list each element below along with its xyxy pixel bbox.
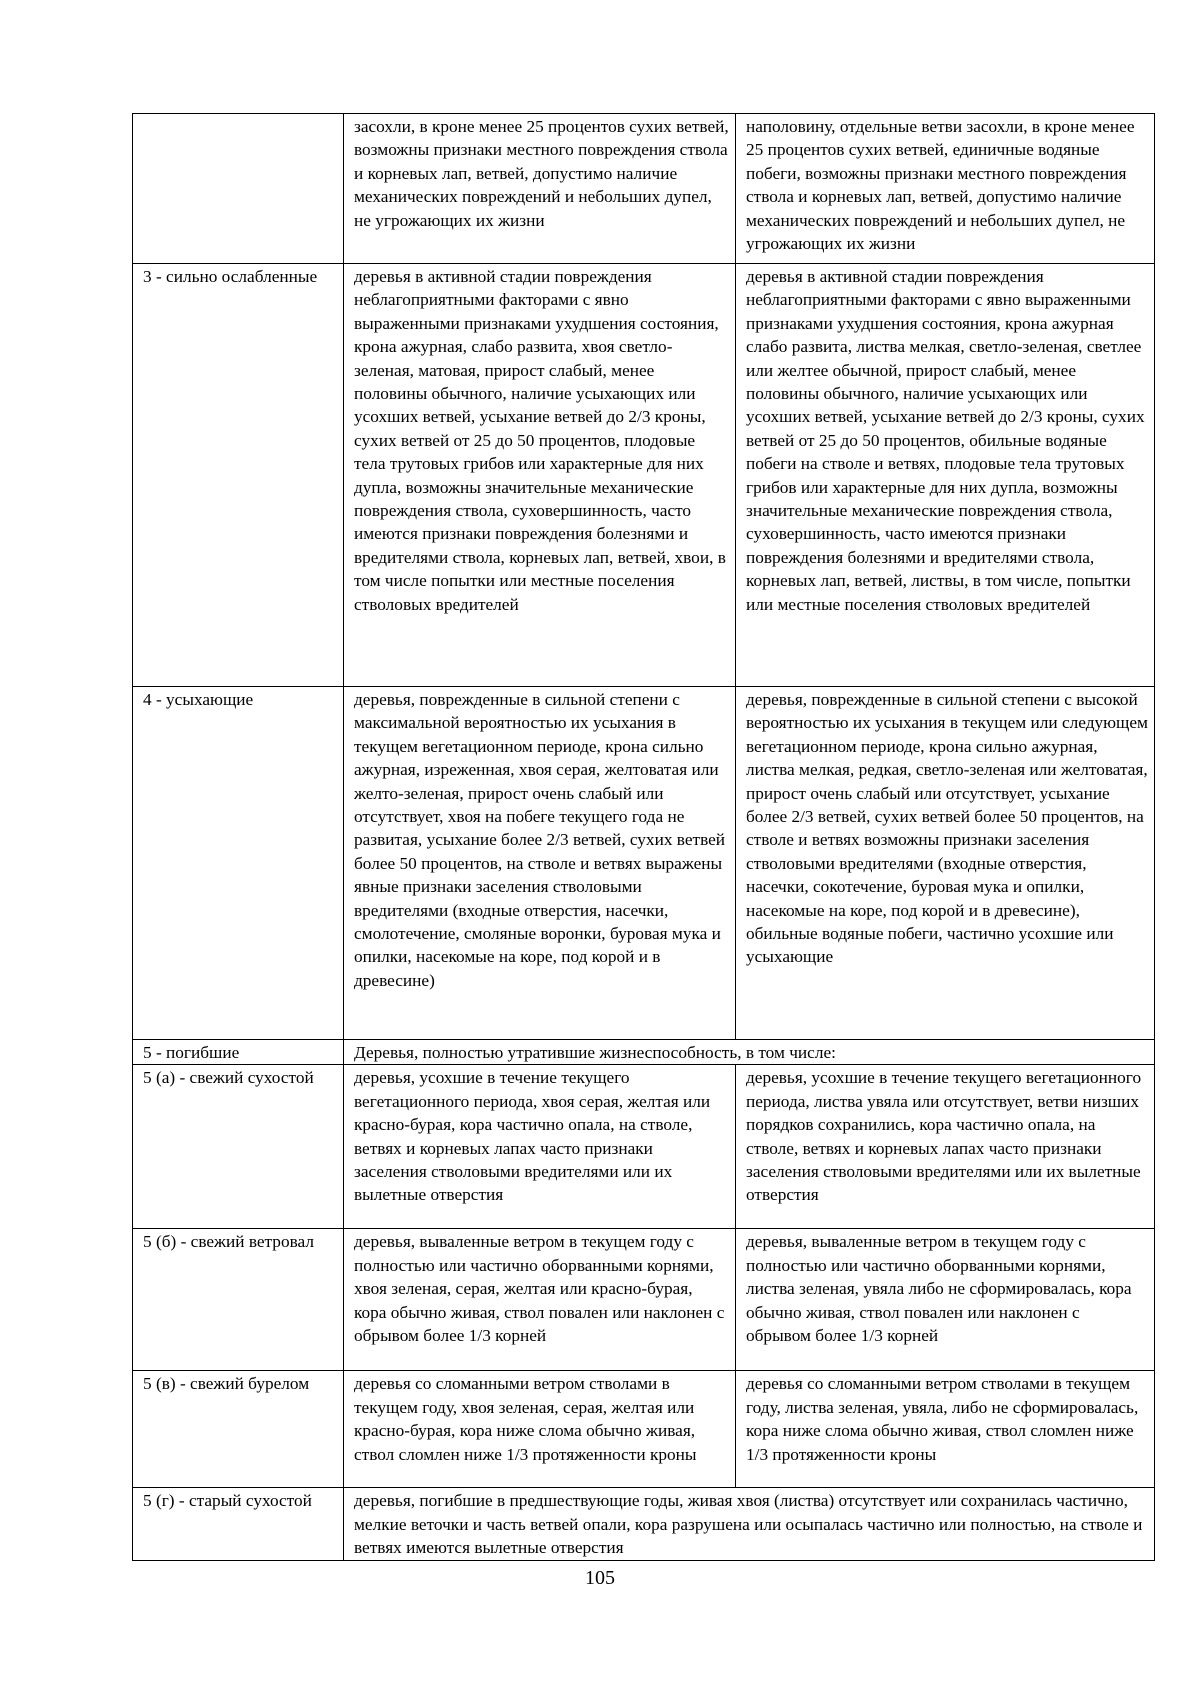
category-cell: 5 (б) - свежий ветровал — [133, 1229, 344, 1371]
merged-description-cell: Деревья, полностью утратившие жизнеспособность, в том числе: — [344, 1040, 1155, 1065]
merged-description-cell: деревья, погибшие в предшествующие годы, живая хвоя (листва) отсутствует или сохранилась частично, мелкие веточки и часть ветвей опали, кора разрушена или осыпалась частично или полностью, на стволе и ветвях имеются вылетные отверстия — [344, 1488, 1155, 1560]
deciduous-cell: деревья, поврежденные в сильной степени с высокой вероятностью их усыхания в текущем или следующем вегетационном периоде, крона сильно ажурная, листва мелкая, редкая, светло-зеленая или желтоватая, прирост очень слабый или отсутствует, усыхание более 2/3 ветвей, сухих ветвей более 50 процентов, на стволе и ветвях возможны признаки заселения стволовыми вредителями (входные отверстия, насечки, сокотечение, буровая мука и опилки, насекомые на коре, под корой и в древесине), обильные водяные побеги, частично усохшие или усыхающие — [736, 687, 1155, 1040]
coniferous-cell: засохли, в кроне менее 25 процентов сухих ветвей, возможны признаки местного повреждения ствола и корневых лап, ветвей, допустимо наличие механических повреждений и небольших дупел, не угрожающих их жизни — [344, 114, 736, 264]
table-row — [133, 687, 1155, 1040]
coniferous-cell: деревья в активной стадии повреждения неблагоприятными факторами с явно выраженными признаками ухудшения состояния, крона ажурная, слабо развита, хвоя светло-зеленая, матовая, прирост слабый, менее половины обычного, наличие усыхающих или усохших ветвей, усыхание ветвей до 2/3 кроны, сухих ветвей от 25 до 50 процентов, плодовые тела трутовых грибов или характерные для них дупла, возможны значительные механические повреждения ствола, суховершинность, часто имеются признаки повреждения болезнями и вредителями ствола, корневых лап, ветвей, хвои, в том числе попытки или местные поселения стволовых вредителей — [344, 264, 736, 687]
category-cell: 3 - сильно ослабленные — [133, 264, 344, 687]
category-cell: 4 - усыхающие — [133, 687, 344, 1040]
coniferous-cell: деревья, поврежденные в сильной степени с максимальной вероятностью их усыхания в текущем вегетационном периоде, крона сильно ажурная, изреженная, хвоя серая, желтоватая или желто-зеленая, прирост очень слабый или отсутствует, хвоя на побеге текущего года не развитая, усыхание более 2/3 ветвей, сухих ветвей более 50 процентов, на стволе и ветвях выражены явные признаки заселения стволовыми вредителями (входные отверстия, насечки, смолотечение, смоляные воронки, буровая мука и опилки, насекомые на коре, под корой и в древесине) — [344, 687, 736, 1040]
table-row — [133, 1229, 1155, 1371]
category-cell — [133, 114, 344, 264]
category-cell: 5 (г) - старый сухостой — [133, 1488, 344, 1560]
deciduous-cell: деревья, вываленные ветром в текущем году с полностью или частично оборванными корнями, листва зеленая, увяла либо не сформировалась, кора обычно живая, ствол повален или наклонен с обрывом более 1/3 корней — [736, 1229, 1155, 1371]
deciduous-cell: наполовину, отдельные ветви засохли, в кроне менее 25 процентов сухих ветвей, единичные водяные побеги, возможны признаки местного повреждения ствола и корневых лап, ветвей, допустимо наличие механических повреждений и небольших дупел, не угрожающих их жизни — [736, 114, 1155, 264]
table-row — [133, 114, 1155, 264]
deciduous-cell: деревья со сломанными ветром стволами в текущем году, листва зеленая, увяла, либо не сформировалась, кора ниже слома обычно живая, ствол сломлен ниже 1/3 протяженности кроны — [736, 1371, 1155, 1488]
table-row — [133, 264, 1155, 687]
coniferous-cell: деревья со сломанными ветром стволами в текущем году, хвоя зеленая, серая, желтая или красно-бурая, кора ниже слома обычно живая, ствол сломлен ниже 1/3 протяженности кроны — [344, 1371, 736, 1488]
table-row — [133, 1371, 1155, 1488]
deciduous-cell: деревья в активной стадии повреждения неблагоприятными факторами с явно выраженными признаками ухудшения состояния, крона ажурная слабо развита, листва мелкая, светло-зеленая, светлее или желтее обычной, прирост слабый, менее половины обычного, наличие усыхающих или усохших ветвей, усыхание ветвей до 2/3 кроны, сухих ветвей от 25 до 50 процентов, обильные водяные побеги на стволе и ветвях, плодовые тела трутовых грибов или характерные для них дупла, возможны значительные механические повреждения ствола, суховершинность, часто имеются признаки повреждения болезнями и вредителями ствола, корневых лап, ветвей, листвы, в том числе, попытки или местные поселения стволовых вредителей — [736, 264, 1155, 687]
category-cell: 5 - погибшие — [133, 1040, 344, 1065]
coniferous-cell: деревья, вываленные ветром в текущем году с полностью или частично оборванными корнями, хвоя зеленая, серая, желтая или красно-бурая, кора обычно живая, ствол повален или наклонен с обрывом более 1/3 корней — [344, 1229, 736, 1371]
table-row — [133, 1040, 1155, 1065]
tree-condition-table — [132, 113, 1155, 1561]
page-number: 105 — [585, 1567, 615, 1589]
table-row — [133, 1065, 1155, 1229]
deciduous-cell: деревья, усохшие в течение текущего вегетационного периода, листва увяла или отсутствует, ветви низших порядков сохранились, кора частично опала, на стволе, ветвях и корневых лапах часто признаки заселения стволовыми вредителями или их вылетные отверстия — [736, 1065, 1155, 1229]
category-cell: 5 (в) - свежий бурелом — [133, 1371, 344, 1488]
category-cell: 5 (а) - свежий сухостой — [133, 1065, 344, 1229]
table-row — [133, 1488, 1155, 1560]
coniferous-cell: деревья, усохшие в течение текущего вегетационного периода, хвоя серая, желтая или красно-бурая, кора частично опала, на стволе, ветвях и корневых лапах часто признаки заселения стволовыми вредителями или их вылетные отверстия — [344, 1065, 736, 1229]
